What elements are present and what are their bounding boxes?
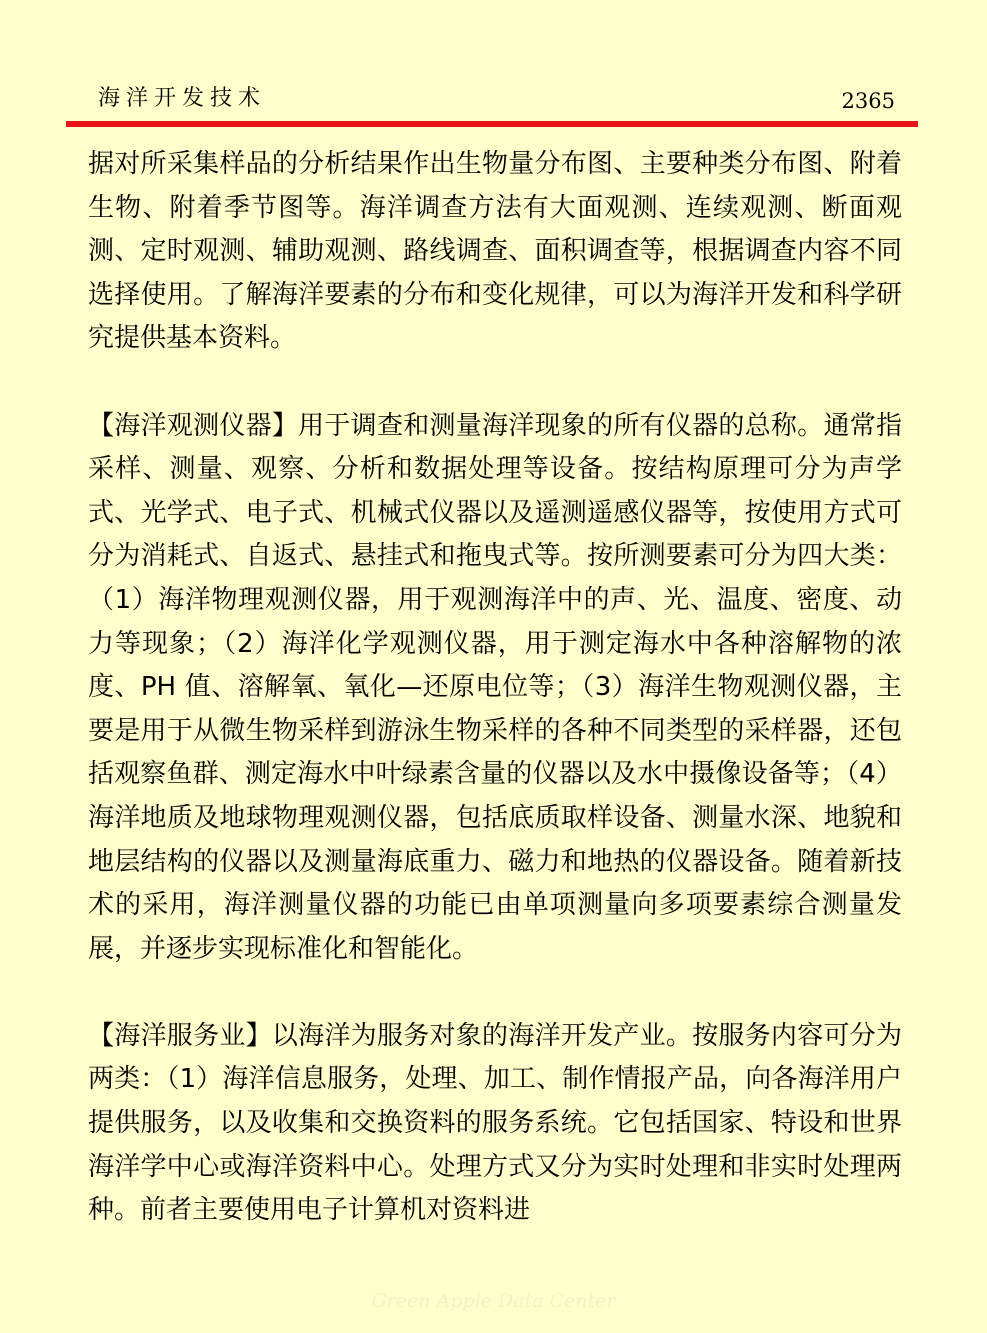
entry-term: 【海洋观测仪器】 xyxy=(88,410,299,441)
running-header xyxy=(88,84,895,114)
body-text xyxy=(88,143,902,1233)
entry-term: 【海洋服务业】 xyxy=(88,1020,272,1051)
header-rule xyxy=(66,121,918,127)
paragraph-gap xyxy=(88,361,902,405)
entry-definition: 用于调查和测量海洋现象的所有仪器的总称。通常指采样、测量、观察、分析和数据处理等设备。按结构原理可分为声学式、光学式、电子式、机械式仪器以及遥测遥感仪器等，按使用方式可分为消耗式、自返式、悬挂式和拖曳式等。按所测要素可分为四大类：（1）海洋物理观测仪器，用于观测海洋中的声、光、温度、密度、动力等现象；（2）海洋化学观测仪器，用于测定海水中各种溶解物的浓度、PH 值、溶解氧、氧化—还原电位等；（3）海洋生物观测仪器，主要是用于从微生物采样到游泳生物采样的各种不同类型的采样器，还包括观察鱼群、测定海水中叶绿素含量的仪器以及水中摄像设备等；（4）海洋地质及地球物理观测仪器，包括底质取样设备、测量水深、地貌和地层结构的仪器以及测量海底重力、磁力和地热的仪器设备。随着新技术的采用，海洋测量仪器的功能已由单项测量向多项要素综合测量发展，并逐步实现标准化和智能化。 xyxy=(88,410,902,964)
entry-ocean-observation-instruments xyxy=(88,405,902,972)
watermark: Green Apple Data Center xyxy=(371,1290,616,1312)
paragraph-text: 据对所采集样品的分析结果作出生物量分布图、主要种类分布图、附着生物、附着季节图等。海洋调查方法有大面观测、连续观测、断面观测、定时观测、辅助观测、路线调查、面积调查等，根据调查内容不同选择使用。了解海洋要素的分布和变化规律，可以为海洋开发和科学研究提供基本资料。 xyxy=(88,149,902,354)
entry-ocean-service-industry xyxy=(88,1015,902,1233)
paragraph-gap xyxy=(88,971,902,1015)
running-title: 海洋开发技术 xyxy=(98,86,267,111)
paragraph-continuation xyxy=(88,143,902,361)
page-number: 2365 xyxy=(841,89,895,113)
entry-definition: 以海洋为服务对象的海洋开发产业。按服务内容可分为两类：（1）海洋信息服务，处理、加工、制作情报产品，向各海洋用户提供服务，以及收集和交换资料的服务系统。它包括国家、特设和世界海洋学中心或海洋资料中心。处理方式又分为实时处理和非实时处理两种。前者主要使用电子计算机对资料进 xyxy=(88,1020,902,1226)
